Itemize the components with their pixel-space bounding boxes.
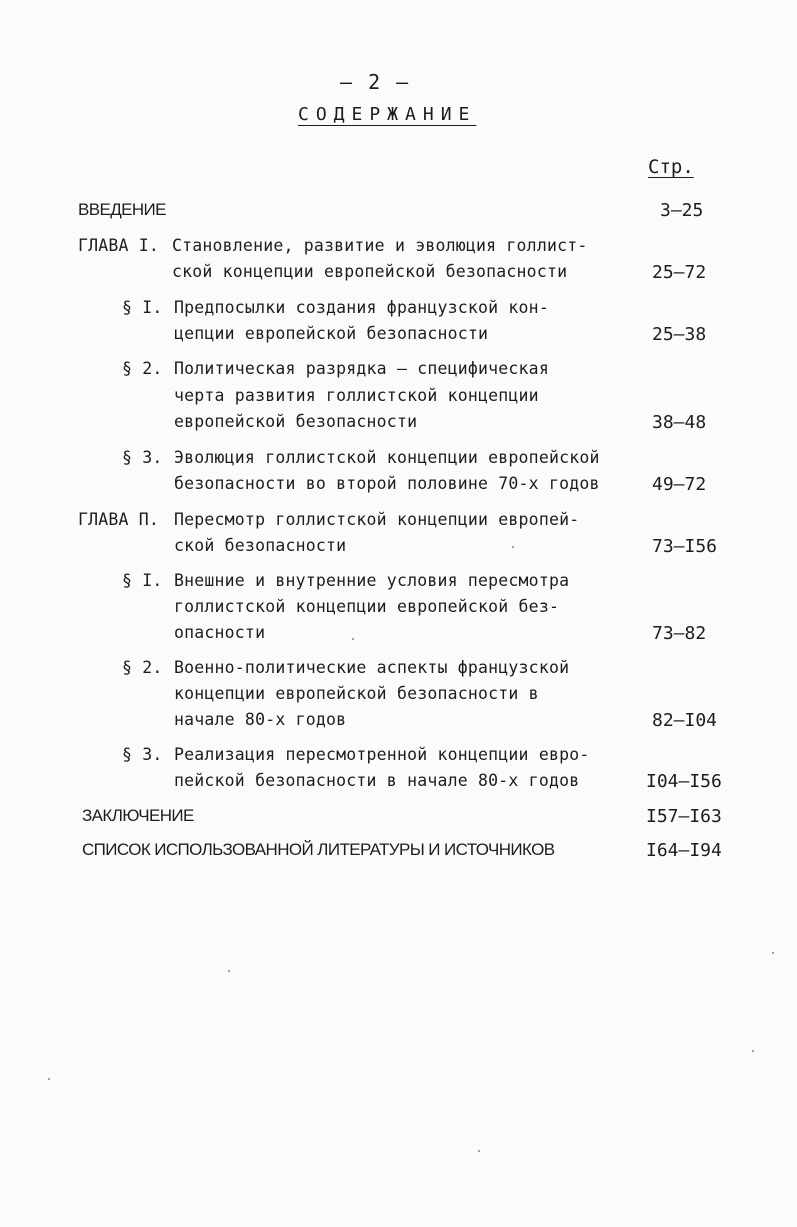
toc-ch1-line2: ской концепции европейской безопасности (172, 262, 568, 281)
scan-speck (752, 1050, 754, 1052)
page-number: – 2 – (340, 70, 411, 94)
toc-ch1-line1: Становление, развитие и эволюция голлист- (172, 236, 588, 255)
toc-ch1-s2-pages: 38–48 (652, 412, 707, 433)
scan-speck (512, 546, 514, 548)
toc-conclusion-pages: I57–I63 (646, 806, 722, 827)
toc-ch1-s2-line1: Политическая разрядка – специфическая (174, 359, 549, 378)
toc-ch2-line1: Пересмотр голлистской концепции европей- (174, 510, 580, 529)
toc-ch2-s3-pages: I04–I56 (646, 771, 722, 792)
toc-references-pages: I64–I94 (646, 840, 722, 861)
toc-ch2-line2: ской безопасности (174, 536, 347, 555)
toc-ch2-s2-line1: Военно-политические аспекты французской (174, 658, 570, 677)
scan-speck (228, 970, 230, 972)
toc-ch2-s2-label: § 2. (122, 658, 163, 677)
toc-ch1-s1-pages: 25–38 (652, 324, 707, 345)
toc-ch1-label: ГЛАВА I. (78, 236, 160, 255)
toc-ch1-s3-pages: 49–72 (652, 474, 707, 495)
page-title: СОДЕРЖАНИЕ (298, 104, 477, 125)
toc-ch2-s3-line2: пейской безопасности в начале 80-х годов (174, 771, 580, 790)
pages-column-header: Стр. (648, 156, 694, 178)
toc-intro-pages: 3–25 (660, 200, 704, 221)
toc-ch2-s3-line1: Реализация пересмотренной концепции евро- (174, 745, 590, 764)
toc-ch2-s3-label: § 3. (122, 745, 163, 764)
toc-ch2-pages: 73–I56 (652, 536, 718, 557)
toc-ch1-s2-line3: европейской безопасности (174, 412, 418, 431)
toc-ch2-s1-line3: опасности (174, 623, 266, 642)
toc-ch2-s1-line2: голлистской концепции европейской без- (174, 597, 560, 616)
toc-ch1-s2-label: § 2. (122, 359, 163, 378)
toc-conclusion-label: ЗАКЛЮЧЕНИЕ (82, 806, 194, 825)
toc-ch2-s1-pages: 73–82 (652, 623, 707, 644)
toc-intro-label: ВВЕДЕНИЕ (78, 200, 166, 219)
toc-ch1-s1-label: § I. (122, 298, 163, 317)
toc-ch1-s3-label: § 3. (122, 448, 163, 467)
scan-speck (48, 1078, 50, 1080)
toc-ch2-s2-line2: концепции европейской безопасности в (174, 684, 539, 703)
toc-ch1-s2-line2: черта развития голлистской концепции (174, 386, 539, 405)
toc-ch2-label: ГЛАВА П. (78, 510, 160, 529)
toc-ch2-s2-pages: 82–I04 (652, 710, 718, 731)
scan-speck (352, 638, 354, 640)
toc-ch1-s3-line1: Эволюция голлистской концепции европейской (174, 448, 600, 467)
toc-ch1-pages: 25–72 (652, 262, 707, 283)
toc-ch1-s1-line1: Предпосылки создания французской кон- (174, 298, 549, 317)
toc-references-label: СПИСОК ИСПОЛЬЗОВАННОЙ ЛИТЕРАТУРЫ И ИСТОЧНИКОВ (82, 840, 555, 859)
toc-ch1-s1-line2: цепции европейской безопасности (174, 324, 489, 343)
toc-ch2-s1-line1: Внешние и внутренние условия пересмотра (174, 571, 570, 590)
scan-speck (772, 952, 774, 954)
scan-speck (478, 1150, 480, 1152)
toc-ch2-s1-label: § I. (122, 571, 163, 590)
toc-ch2-s2-line3: начале 80-х годов (174, 710, 347, 729)
toc-ch1-s3-line2: безопасности во второй половине 70-х годов (174, 474, 600, 493)
